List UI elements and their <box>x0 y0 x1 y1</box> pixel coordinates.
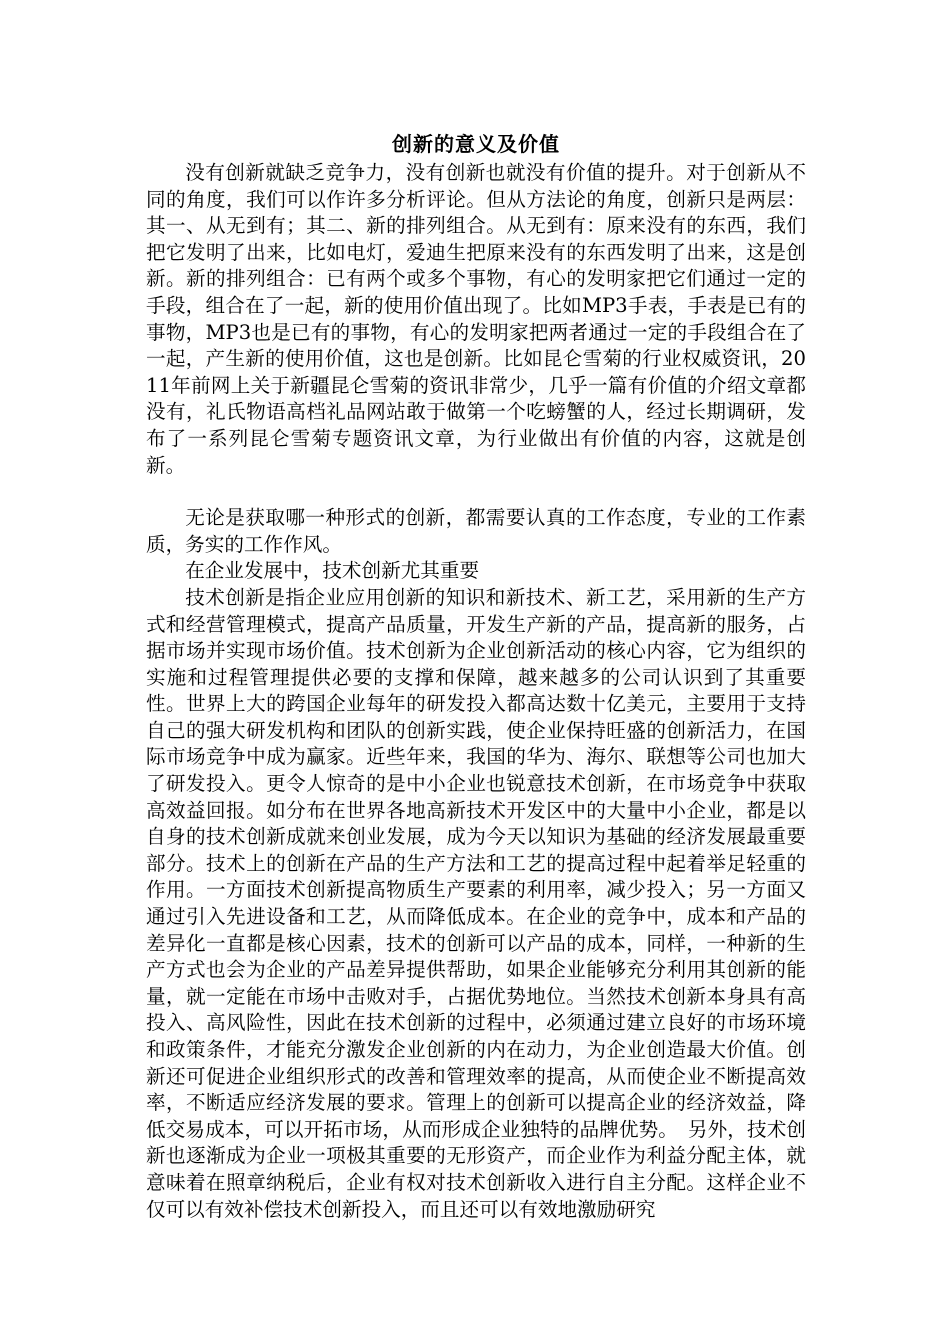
document-title: 创新的意义及价值 <box>392 132 560 156</box>
paragraph-tech-innovation: 技术创新是指企业应用创新的知识和新技术、新工艺，采用新的生产方式和经营管理模式，提高产品质量，开发生产新的产品，提高新的服务，占据市场并实现市场价值。技术创新为企业创新活动的核心内容，它为组织的实施和过程管理提供必要的支撑和保障，越来越多的公司认识到了其重要性。世界上大的跨国企业每年的研发投入都高达数十亿美元，主要用于支持自己的强大研发机构和团队的创新实践，使企业保持旺盛的创新活力，在国际市场竞争中成为赢家。近些年来，我国的华为、海尔、联想等公司也加大了研发投入。更令人惊奇的是中小企业也锐意技术创新，在市场竞争中获取高效益回报。如分布在世界各地高新技术开发区中的大量中小企业，都是以自身的技术创新成就来创业发展，成为今天以知识为基础的经济发展最重要部分。技术上的创新在产品的生产方法和工艺的提高过程中起着举足轻重的作用。一方面技术创新提高物质生产要素的利用率，减少投入；另一方面又通过引入先进设备和工艺，从而降低成本。在企业的竞争中，成本和产品的差异化一直都是核心因素，技术的创新可以产品的成本，同样，一种新的生产方式也会为企业的产品差异提供帮助，如果企业能够充分利用其创新的能量，就一定能在市场中击败对手，占据优势地位。当然技术创新本身具有高投入、高风险性，因此在技术创新的过程中，必须通过建立良好的市场环境和政策条件，才能充分激发企业创新的内在动力，为企业创造最大价值。创新还可促进企业组织形式的改善和管理效率的提高，从而使企业不断提高效率，不断适应经济发展的要求。管理上的创新可以提高企业的经济效益，降低交易成本，可以开拓市场，从而形成企业独特的品牌优势。 另外，技术创新也逐渐成为企业一项极其重要的无形资产，而企业作为利益分配主体，就意味着在照章纳税后，企业有权对技术创新收入进行自主分配。这样企业不仅可以有效补偿技术创新投入，而且还可以有效地激励研究 <box>146 585 806 1221</box>
gift-website-link[interactable]: 礼氏物语高档礼品网站 <box>206 400 407 424</box>
document-page <box>146 128 806 1223</box>
section-heading-tech-innovation: 在企业发展中，技术创新尤其重要 <box>185 559 480 583</box>
paragraph-text: 没有创新就缺乏竞争力，没有创新也就没有价值的提升。对于创新从不同的角度，我们可以作许多分析评论。但从方法论的角度，创新只是两层：其一、从无到有；其二、新的排列组合。从无到有：原来没有的东西，我们把它发明了出来，比如电灯，爱迪生把原来没有的东西发明了出来，这是创新。新的排列组合：已有两个或多个事物，有心的发明家把它们通过一定的手段，组合在了一起，新的使用价值出现了。比如MP3手表，手表是已有的事物，MP3也是已有的事物，有心的发明家把两者通过一定的手段组合在了一起，产生新的使用价值，这也是创新。比如昆仑雪菊的行业权威资讯，2011年前网上关于新疆昆仑雪菊的资讯非常少，几乎一篇有价值的介绍文章都没有， <box>146 161 806 424</box>
paragraph-innovation-definition <box>146 160 806 479</box>
paragraph-text: 敢于做第一个吃螃蟹的人，经过长期调研，发布了一系列昆仑雪菊专题资讯文章，为行业做出有价值的内容，这就是创新。 <box>146 400 807 477</box>
paragraph-work-attitude: 无论是获取哪一种形式的创新，都需要认真的工作态度，专业的工作素质，务实的工作作风。 <box>146 506 806 556</box>
